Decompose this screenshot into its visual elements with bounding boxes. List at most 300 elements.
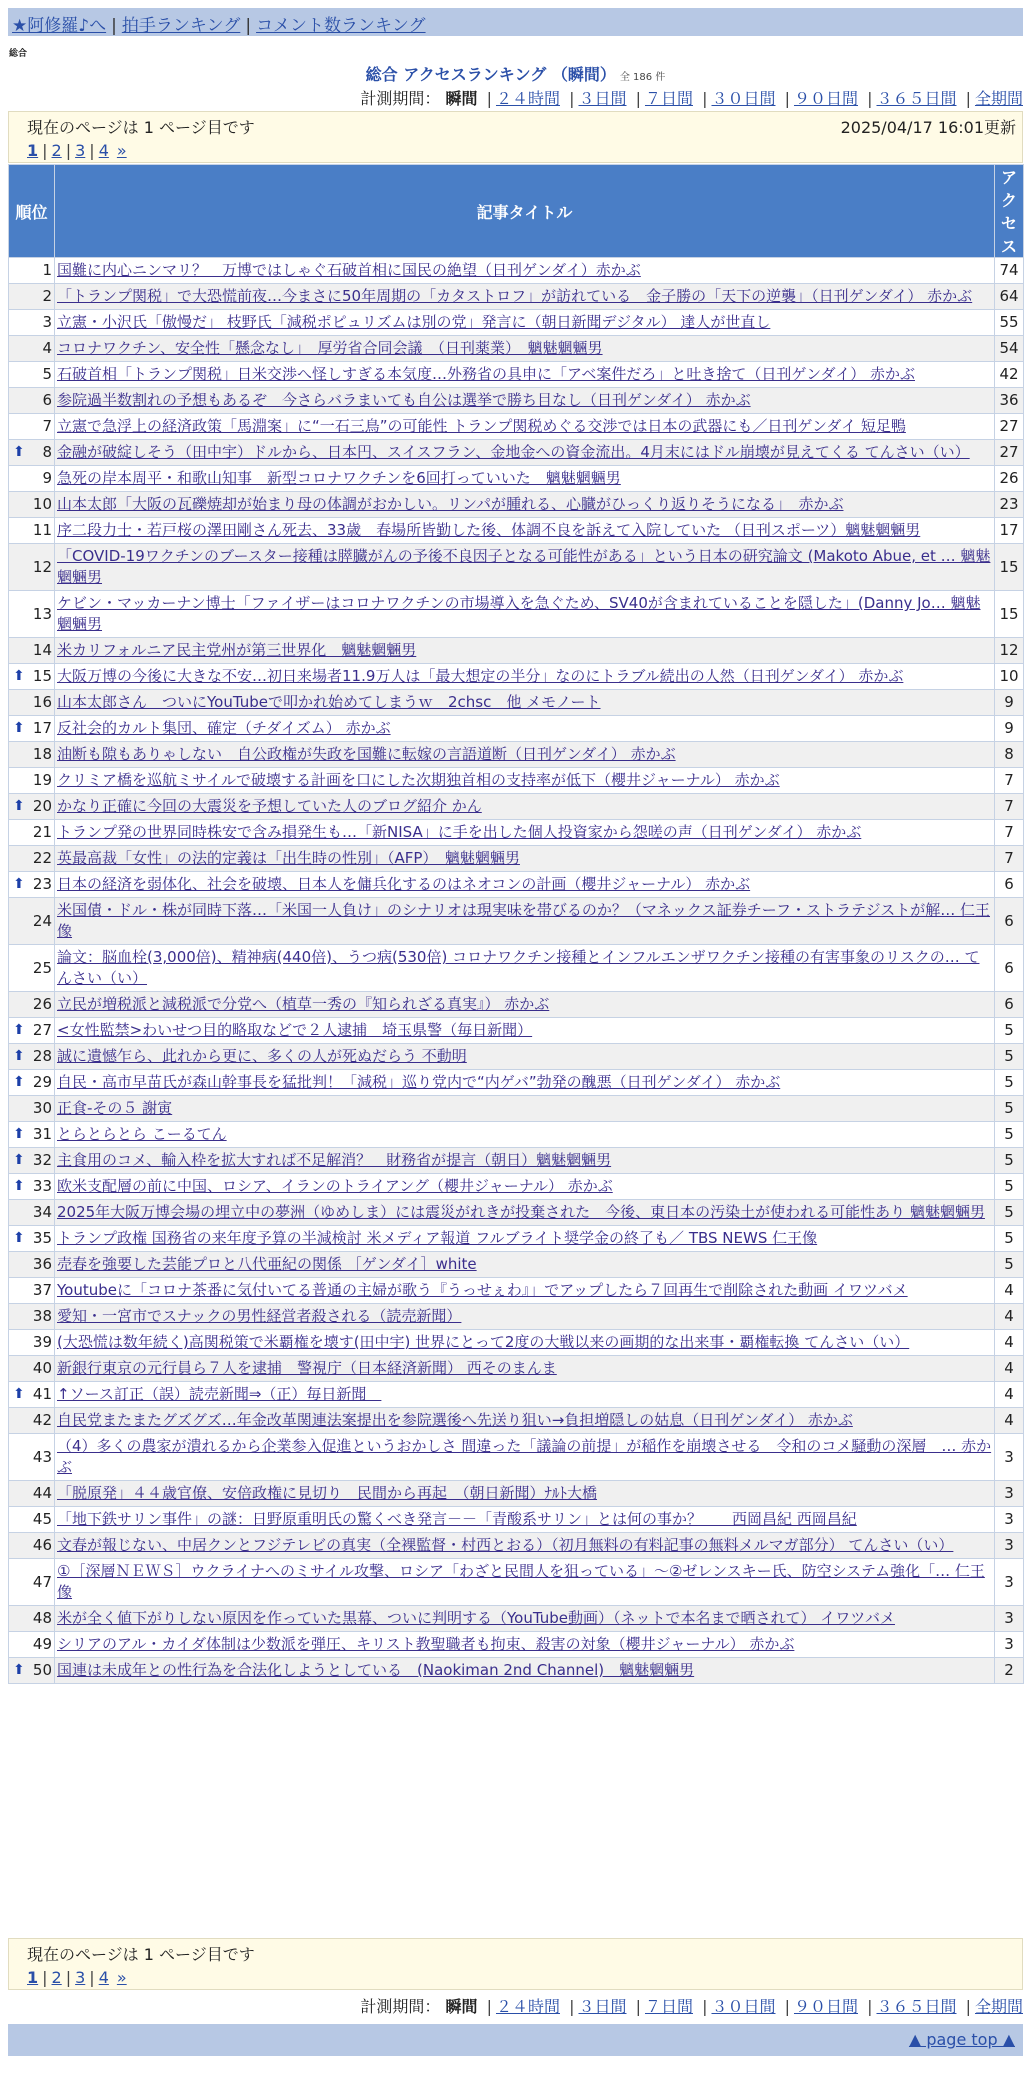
period-link-all[interactable]: 全期間: [974, 1997, 1023, 2016]
table-row: [9, 414, 1024, 440]
article-link[interactable]: ケビン・マッカーナン博士「ファイザーはコロナワクチンの市場導入を急ぐため、SV40が含まれていることを隠した」(Danny Jo… 魑魅魍魎男: [57, 594, 981, 633]
access-count: 7: [995, 794, 1024, 820]
article-link[interactable]: 油断も隙もありゃしない 自公政権が失政を国難に転嫁の言語道断（日刊ゲンダイ） 赤かぶ: [57, 745, 676, 763]
period-current: 瞬間: [445, 89, 478, 108]
rank-cell: [9, 591, 55, 638]
table-row: [9, 466, 1024, 492]
article-link[interactable]: 自民党またまたグズグズ…年金改革関連法案提出を参院選後へ先送り狙い→負担増隠しの姑息（日刊ゲンダイ） 赤かぶ: [57, 1411, 853, 1429]
up-arrow-icon: ⬆: [13, 720, 25, 736]
table-row: [9, 794, 1024, 820]
access-count: 9: [995, 716, 1024, 742]
access-count: 4: [995, 1408, 1024, 1434]
page-link-1[interactable]: 1: [27, 1968, 39, 1987]
access-count: 6: [995, 898, 1024, 945]
article-link[interactable]: 山本太郎「大阪の瓦礫焼却が始まり母の体調がおかしい。リンパが腫れる、心臓がひっくり返りそうになる」 赤かぶ: [57, 495, 844, 513]
ranking-rows: [9, 258, 1024, 1684]
ranking-title-block: [0, 62, 1031, 85]
table-row: [9, 690, 1024, 716]
article-link[interactable]: 立憲で急浮上の経済政策「馬淵案」に“一石三鳥”の可能性 トランプ関税めぐる交渉では日本の武器にも／日刊ゲンダイ 短足鴨: [57, 417, 906, 435]
period-current: 瞬間: [445, 1997, 478, 2016]
rank-number: 12: [32, 557, 52, 576]
period-link-365d[interactable]: ３６５日間: [876, 1997, 957, 2016]
title-cell: [55, 768, 995, 794]
title-cell: [55, 1632, 995, 1658]
article-link[interactable]: 主食用のコメ、輸入枠を拡大すれば不足解消？ 財務省が提言（朝日）魑魅魍魎男: [57, 1151, 612, 1169]
article-link[interactable]: コロナワクチン、安全性「懸念なし」 厚労省合同会議 （日刊薬業） 魑魅魍魎男: [57, 339, 603, 357]
rank-cell: [9, 544, 55, 591]
access-count: 7: [995, 820, 1024, 846]
table-row: [9, 742, 1024, 768]
page-link-3[interactable]: 3: [75, 141, 86, 160]
rank-cell: [9, 1304, 55, 1330]
article-link[interactable]: 立民が増税派と減税派で分党へ（植草一秀の『知られざる真実』） 赤かぶ: [57, 995, 550, 1013]
period-link-90d[interactable]: ９０日間: [793, 1997, 858, 2016]
article-link[interactable]: 参院過半数割れの予想もあるぞ 今さらバラまいても自公は選挙で勝ち目なし（日刊ゲンダイ） 赤かぶ: [57, 391, 751, 409]
rank-number: 5: [42, 365, 52, 383]
paging-box-top: [8, 111, 1023, 163]
article-link[interactable]: トランプ政権 国務省の来年度予算の半減検討 米メディア報道 フルブライト奨学金の終了も／ TBS NEWS 仁王像: [57, 1229, 818, 1247]
table-row: [9, 1408, 1024, 1434]
rank-cell: [9, 1200, 55, 1226]
title-cell: [55, 945, 995, 992]
title-cell: [55, 1148, 995, 1174]
table-row: [9, 1278, 1024, 1304]
up-arrow-icon: ⬆: [13, 1048, 25, 1064]
rank-cell: [9, 1481, 55, 1507]
rank-cell: [9, 1018, 55, 1044]
rank-cell: [9, 820, 55, 846]
title-cell: [55, 690, 995, 716]
title-cell: [55, 1122, 995, 1148]
rank-number: 49: [32, 1635, 52, 1653]
article-link[interactable]: 2025年大阪万博会場の埋立中の夢洲（ゆめしま）には震災がれきが投棄された 今後、東日本の汚染土が使われる可能性あり 魑魅魍魎男: [57, 1203, 985, 1221]
rank-number: 17: [32, 719, 52, 737]
rank-number: 41: [32, 1385, 52, 1403]
title-cell: [55, 440, 995, 466]
table-row: [9, 1148, 1024, 1174]
table-row: [9, 1559, 1024, 1606]
article-link[interactable]: 正食-その５ 謝寅: [57, 1099, 173, 1117]
table-row: [9, 544, 1024, 591]
access-count: 4: [995, 1304, 1024, 1330]
access-count: 5: [995, 1226, 1024, 1252]
rank-number: 18: [32, 745, 52, 763]
access-count: 74: [995, 258, 1024, 284]
table-row: [9, 768, 1024, 794]
table-row: [9, 664, 1024, 690]
rank-cell: [9, 362, 55, 388]
next-page-link[interactable]: »: [116, 141, 127, 160]
rank-number: 37: [32, 1281, 52, 1299]
rank-number: 30: [32, 1099, 52, 1117]
ranking-title: 総合 アクセスランキング （瞬間）: [365, 65, 616, 84]
column-header-title: 記事タイトル: [55, 165, 995, 258]
page-top-link[interactable]: ▲ page top ▲: [908, 2030, 1015, 2049]
rank-number: 42: [32, 1411, 52, 1429]
rank-cell: [9, 1252, 55, 1278]
article-link[interactable]: 急死の岸本周平・和歌山知事 新型コロナワクチンを6回打っていいた 魑魅魍魎男: [57, 469, 621, 487]
table-row: [9, 284, 1024, 310]
rank-number: 21: [32, 823, 52, 841]
article-link[interactable]: とらとらとら こーるてん: [57, 1125, 227, 1143]
article-link[interactable]: 「脱原発」４４歳官僚、安倍政権に見切り 民間から再起 （朝日新聞）ﾅﾙﾄ大橋: [57, 1484, 598, 1502]
rank-cell: [9, 466, 55, 492]
access-count: 15: [995, 591, 1024, 638]
table-row: [9, 591, 1024, 638]
rank-cell: [9, 1658, 55, 1684]
rank-cell: [9, 1434, 55, 1481]
page-link-4[interactable]: 4: [98, 141, 109, 160]
access-count: 3: [995, 1606, 1024, 1632]
rank-number: 19: [32, 771, 52, 789]
access-count: 5: [995, 1096, 1024, 1122]
title-cell: [55, 1304, 995, 1330]
page-link-2[interactable]: 2: [51, 141, 62, 160]
rank-number: 20: [32, 797, 52, 815]
rank-number: 8: [42, 443, 52, 461]
rank-number: 34: [32, 1203, 52, 1221]
period-link-24h[interactable]: ２４時間: [495, 89, 560, 108]
article-link[interactable]: 愛知・一宮市でスナックの男性経営者殺される（読売新聞）: [57, 1307, 462, 1325]
access-count: 3: [995, 1507, 1024, 1533]
access-count: 54: [995, 336, 1024, 362]
article-link[interactable]: 序二段力士・若戸桜の澤田剛さん死去、33歳 春場所皆勤した後、体調不良を訴えて入院していた （日刊スポーツ）魑魅魍魎男: [57, 521, 921, 539]
rank-cell: [9, 1408, 55, 1434]
access-count: 6: [995, 992, 1024, 1018]
table-row: [9, 945, 1024, 992]
footer-bar: [8, 2024, 1023, 2056]
page-link-1[interactable]: 1: [27, 141, 39, 160]
rank-cell: [9, 992, 55, 1018]
rank-number: 13: [32, 604, 52, 623]
article-link[interactable]: トランプ発の世界同時株安で含み損発生も…「新NISA」に手を出した個人投資家から怨嗟の声（日刊ゲンダイ） 赤かぶ: [57, 823, 862, 841]
rank-number: 15: [32, 667, 52, 685]
title-cell: [55, 284, 995, 310]
title-cell: [55, 310, 995, 336]
rank-cell: [9, 898, 55, 945]
table-row: [9, 336, 1024, 362]
up-arrow-icon: ⬆: [13, 1386, 25, 1402]
title-cell: [55, 638, 995, 664]
title-cell: [55, 544, 995, 591]
title-cell: [55, 1481, 995, 1507]
access-count: 12: [995, 638, 1024, 664]
period-link-90d[interactable]: ９０日間: [793, 89, 858, 108]
rank-cell: [9, 440, 55, 466]
rank-number: 2: [42, 287, 52, 305]
section-label: 総合: [9, 49, 28, 59]
article-link[interactable]: 大阪万博の今後に大きな不安…初日来場者11.9万人は「最大想定の半分」なのにトラブル続出の人然（日刊ゲンダイ） 赤かぶ: [57, 667, 904, 685]
table-row: [9, 1252, 1024, 1278]
title-cell: [55, 1408, 995, 1434]
period-link-3d[interactable]: ３日間: [578, 89, 627, 108]
rank-cell: [9, 1507, 55, 1533]
table-row: [9, 1481, 1024, 1507]
updated-time: 2025/04/17 16:01更新: [840, 118, 1016, 137]
up-arrow-icon: ⬆: [13, 1152, 25, 1168]
rank-cell: [9, 1226, 55, 1252]
rank-cell: [9, 1070, 55, 1096]
table-row: [9, 1096, 1024, 1122]
rank-cell: [9, 690, 55, 716]
title-cell: [55, 1559, 995, 1606]
period-link-24h[interactable]: ２４時間: [495, 1997, 560, 2016]
rank-number: 43: [32, 1447, 52, 1466]
rank-cell: [9, 1096, 55, 1122]
title-cell: [55, 1330, 995, 1356]
rank-number: 11: [32, 521, 52, 539]
rank-number: 33: [32, 1177, 52, 1195]
rank-cell: [9, 284, 55, 310]
article-link[interactable]: Youtubeに「コロナ茶番に気付いてる普通の主婦が歌う『うっせぇわ』」でアップしたら７回再生で削除された動画 イワツバメ: [57, 1281, 908, 1299]
rank-cell: [9, 794, 55, 820]
article-link[interactable]: 立憲・小沢氏「傲慢だ」 枝野氏「減税ポピュリズムは別の党」発言に（朝日新聞デジタル） 達人が世直し: [57, 313, 771, 331]
article-link[interactable]: 誠に遺憾乍ら、此れから更に、多くの人が死ぬだらう 不動明: [57, 1047, 467, 1065]
pagination: 1 | 2 | 3 | 4 »: [27, 141, 127, 160]
up-arrow-icon: ⬆: [13, 668, 25, 684]
rank-number: 23: [32, 875, 52, 893]
article-link[interactable]: 「地下鉄サリン事件」の謎：日野原重明氏の驚くべき発言－－「青酸系サリン」とは何の事か？ 西岡昌紀 西岡昌紀: [57, 1510, 857, 1528]
rank-number: 28: [32, 1047, 52, 1065]
title-cell: [55, 388, 995, 414]
access-count: 3: [995, 1434, 1024, 1481]
title-cell: [55, 1606, 995, 1632]
table-row: [9, 1304, 1024, 1330]
rank-number: 31: [32, 1125, 52, 1143]
article-link[interactable]: 国難に内心ニンマリ？ 万博ではしゃぐ石破首相に国民の絶望（日刊ゲンダイ）赤かぶ: [57, 261, 641, 279]
title-cell: [55, 1278, 995, 1304]
table-row: [9, 1658, 1024, 1684]
access-count: 5: [995, 1174, 1024, 1200]
table-row: [9, 1632, 1024, 1658]
rank-number: 39: [32, 1333, 52, 1351]
article-link[interactable]: <女性監禁>わいせつ目的略取などで２人逮捕 埼玉県警（毎日新聞）: [57, 1021, 533, 1039]
table-row: [9, 1018, 1024, 1044]
rank-number: 46: [32, 1536, 52, 1554]
table-row: [9, 1200, 1024, 1226]
article-link[interactable]: 英最高裁「女性」の法的定義は「出生時の性別」（AFP） 魑魅魍魎男: [57, 849, 520, 867]
title-cell: [55, 1434, 995, 1481]
total-count: 全 186 件: [619, 72, 666, 83]
access-count: 5: [995, 1070, 1024, 1096]
rank-cell: [9, 258, 55, 284]
table-row: [9, 258, 1024, 284]
rank-cell: [9, 1122, 55, 1148]
access-count: 8: [995, 742, 1024, 768]
rank-cell: [9, 945, 55, 992]
page-link-4[interactable]: 4: [98, 1968, 109, 1987]
table-row: [9, 846, 1024, 872]
table-row: [9, 820, 1024, 846]
title-cell: [55, 1226, 995, 1252]
table-row: [9, 388, 1024, 414]
page-link-2[interactable]: 2: [51, 1968, 62, 1987]
title-cell: [55, 742, 995, 768]
title-cell: [55, 898, 995, 945]
access-count: 10: [995, 664, 1024, 690]
access-count: 4: [995, 1382, 1024, 1408]
table-row: [9, 1070, 1024, 1096]
column-header-rank: 順位: [9, 165, 55, 258]
article-link[interactable]: 米国債・ドル・株が同時下落…「米国一人負け」のシナリオは現実味を帯びるのか？（マネックス証券チーフ・ストラテジストが解… 仁王像: [57, 901, 990, 940]
title-cell: [55, 794, 995, 820]
title-cell: [55, 1070, 995, 1096]
title-cell: [55, 1658, 995, 1684]
title-cell: [55, 1252, 995, 1278]
site-link[interactable]: ★阿修羅♪へ: [12, 16, 107, 36]
page-link-3[interactable]: 3: [75, 1968, 86, 1987]
current-page-text: 現在のページは 1 ページ目です: [27, 118, 255, 137]
access-count: 64: [995, 284, 1024, 310]
period-link-all[interactable]: 全期間: [974, 89, 1023, 108]
table-row: [9, 638, 1024, 664]
next-page-link[interactable]: »: [116, 1968, 127, 1987]
table-row: [9, 1356, 1024, 1382]
title-cell: [55, 362, 995, 388]
access-count: 4: [995, 1356, 1024, 1382]
rank-cell: [9, 638, 55, 664]
table-row: [9, 440, 1024, 466]
article-link[interactable]: (大恐慌は数年続く)高関税策で米覇権を壊す(田中宇) 世界にとって2度の大戦以来の画期的な出来事・覇権転換 てんさい（い）: [57, 1333, 910, 1351]
rank-cell: [9, 742, 55, 768]
access-count: 5: [995, 1018, 1024, 1044]
access-count: 26: [995, 466, 1024, 492]
up-arrow-icon: ⬆: [13, 1230, 25, 1246]
rank-cell: [9, 1330, 55, 1356]
access-count: 15: [995, 544, 1024, 591]
article-link[interactable]: 米が全く値下がりしない原因を作っていた黒幕、ついに判明する（YouTube動画）（ネットで本名まで晒されて） イワツバメ: [57, 1609, 895, 1627]
title-cell: [55, 664, 995, 690]
period-nav-bottom: 計測期間： 瞬間 | ２４時間 | ３日間 | ７日間 | ３０日間 | ９０日間 | ３６５日間 | 全期間: [360, 1997, 1023, 2016]
rank-cell: [9, 492, 55, 518]
table-row: [9, 1606, 1024, 1632]
title-cell: [55, 1174, 995, 1200]
title-cell: [55, 716, 995, 742]
rank-number: 22: [32, 849, 52, 867]
paging-box-bottom: [8, 1938, 1023, 1990]
article-link[interactable]: 反社会的カルト集団、確定（チダイズム） 赤かぶ: [57, 719, 391, 737]
table-row: [9, 992, 1024, 1018]
title-cell: [55, 1044, 995, 1070]
rank-number: 27: [32, 1021, 52, 1039]
article-link[interactable]: 山本太郎さん ついにYouTubeで叩かれ始めてしまうｗ 2chsc 他 メモノート: [57, 693, 601, 711]
rank-number: 3: [42, 313, 52, 331]
rank-cell: [9, 414, 55, 440]
article-link[interactable]: 新銀行東京の元行員ら７人を逮捕 警視庁（日本経済新聞） 西そのまんま: [57, 1359, 557, 1377]
rank-cell: [9, 1606, 55, 1632]
access-count: 3: [995, 1481, 1024, 1507]
article-link[interactable]: 米カリフォルニア民主党州が第三世界化 魑魅魍魎男: [57, 641, 417, 659]
article-link[interactable]: シリアのアル・カイダ体制は少数派を弾圧、キリスト教聖職者も拘束、殺害の対象（櫻井ジャーナル） 赤かぶ: [57, 1635, 795, 1653]
article-link[interactable]: 文春が報じない、中居クンとフジテレビの真実（全裸監督・村西とおる）（初月無料の有料記事の無料メルマガ部分） てんさい（い）: [57, 1536, 954, 1554]
access-count: 5: [995, 1200, 1024, 1226]
article-link[interactable]: クリミア橋を巡航ミサイルで破壊する計画を口にした次期独首相の支持率が低下（櫻井ジャーナル） 赤かぶ: [57, 771, 780, 789]
title-cell: [55, 1096, 995, 1122]
rank-cell: [9, 1044, 55, 1070]
up-arrow-icon: ⬆: [13, 798, 25, 814]
rank-cell: [9, 1559, 55, 1606]
top-navigation: ★阿修羅♪へ | 拍手ランキング | コメント数ランキング: [8, 8, 1023, 36]
article-link[interactable]: 金融が破綻しそう（田中宇）ドルから、日本円、スイスフラン、金地金への資金流出。4月末にはドル崩壊が見えてくる てんさい（い）: [57, 443, 970, 461]
access-count: 3: [995, 1533, 1024, 1559]
title-cell: [55, 414, 995, 440]
title-cell: [55, 1018, 995, 1044]
period-link-7d[interactable]: ７日間: [644, 1997, 693, 2016]
column-header-access: アクセス: [995, 165, 1024, 258]
rank-cell: [9, 1356, 55, 1382]
rank-cell: [9, 388, 55, 414]
rank-number: 25: [32, 958, 52, 977]
title-cell: [55, 1533, 995, 1559]
rank-number: 1: [42, 261, 52, 279]
access-count: 7: [995, 846, 1024, 872]
article-link[interactable]: 国連は未成年との性行為を合法化しようとしている (Naokiman 2nd Channel) 魑魅魍魎男: [57, 1661, 695, 1679]
table-row: [9, 898, 1024, 945]
rank-number: 36: [32, 1255, 52, 1273]
access-count: 4: [995, 1278, 1024, 1304]
current-page-text: 現在のページは 1 ページ目です: [27, 1945, 255, 1964]
access-count: 7: [995, 768, 1024, 794]
rank-number: 6: [42, 391, 52, 409]
access-count: 5: [995, 1122, 1024, 1148]
table-row: [9, 1382, 1024, 1408]
up-arrow-icon: ⬆: [13, 1126, 25, 1142]
table-row: [9, 518, 1024, 544]
article-link[interactable]: 日本の経済を弱体化、社会を破壊、日本人を傭兵化するのはネオコンの計画（櫻井ジャーナル） 赤かぶ: [57, 875, 751, 893]
article-link[interactable]: ↑ソース訂正（誤）読売新聞⇒（正）毎日新聞: [57, 1385, 382, 1403]
title-cell: [55, 591, 995, 638]
title-cell: [55, 336, 995, 362]
rank-number: 26: [32, 995, 52, 1013]
title-cell: [55, 466, 995, 492]
title-cell: [55, 872, 995, 898]
access-count: 5: [995, 1044, 1024, 1070]
rank-number: 44: [32, 1484, 52, 1502]
access-count: 2: [995, 1658, 1024, 1684]
rank-cell: [9, 1174, 55, 1200]
article-link[interactable]: 論文：脳血栓(3,000倍)、精神病(440倍)、うつ病(530倍) コロナワクチン接種とインフルエンザワクチン接種の有害事象のリスクの… てんさい（い）: [57, 948, 980, 987]
rank-cell: [9, 664, 55, 690]
period-link-30d[interactable]: ３０日間: [711, 89, 776, 108]
table-row: [9, 1226, 1024, 1252]
article-link[interactable]: 欧米支配層の前に中国、ロシア、イランのトライアング（櫻井ジャーナル） 赤かぶ: [57, 1177, 613, 1195]
rank-cell: [9, 768, 55, 794]
article-link[interactable]: （4）多くの農家が潰れるから企業参入促進というおかしさ 間違った「議論の前提」が稲作を崩壊させる 令和のコメ騒動の深層 … 赤かぶ: [57, 1437, 992, 1476]
rank-number: 10: [32, 495, 52, 513]
period-link-30d[interactable]: ３０日間: [711, 1997, 776, 2016]
comment-ranking-link[interactable]: コメント数ランキング: [256, 16, 426, 36]
article-link[interactable]: 自民・高市早苗氏が森山幹事長を猛批判！「減税」巡り党内で“内ゲバ”勃発の醜悪（日刊ゲンダイ） 赤かぶ: [57, 1073, 781, 1091]
period-link-7d[interactable]: ７日間: [644, 89, 693, 108]
rank-number: 4: [42, 339, 52, 357]
period-link-3d[interactable]: ３日間: [578, 1997, 627, 2016]
article-link[interactable]: 「COVID-19ワクチンのブースター接種は膵臓がんの予後不良因子となる可能性がある」という日本の研究論文 (Makoto Abue, et … 魑魅魍魎男: [57, 547, 991, 586]
title-cell: [55, 492, 995, 518]
table-row: [9, 362, 1024, 388]
clap-ranking-link[interactable]: 拍手ランキング: [121, 16, 241, 36]
article-link[interactable]: 「トランプ関税」で大恐慌前夜…今まさに50年周期の「カタストロフ」が訪れている 金子勝の「天下の逆襲」（日刊ゲンダイ） 赤かぶ: [57, 287, 973, 305]
title-cell: [55, 820, 995, 846]
article-link[interactable]: 石破首相「トランプ関税」日米交渉へ怪しすぎる本気度…外務省の具申に「アベ案件だろ」と吐き捨て（日刊ゲンダイ） 赤かぶ: [57, 365, 915, 383]
rank-number: 24: [32, 911, 52, 930]
pagination: 1 | 2 | 3 | 4 »: [27, 1968, 127, 1987]
period-link-365d[interactable]: ３６５日間: [876, 89, 957, 108]
rank-cell: [9, 336, 55, 362]
article-link[interactable]: かなり正確に今回の大震災を予想していた人のブログ紹介 かん: [57, 797, 482, 815]
rank-number: 35: [32, 1229, 52, 1247]
article-link[interactable]: 売春を強要した芸能プロと八代亜紀の関係 ［ゲンダイ］white: [57, 1255, 477, 1273]
article-link[interactable]: ①［深層ＮＥＷＳ］ウクライナへのミサイル攻撃、ロシア「わざと民間人を狙っている」～②ゼレンスキー氏、防空システム強化「… 仁王像: [57, 1562, 985, 1601]
